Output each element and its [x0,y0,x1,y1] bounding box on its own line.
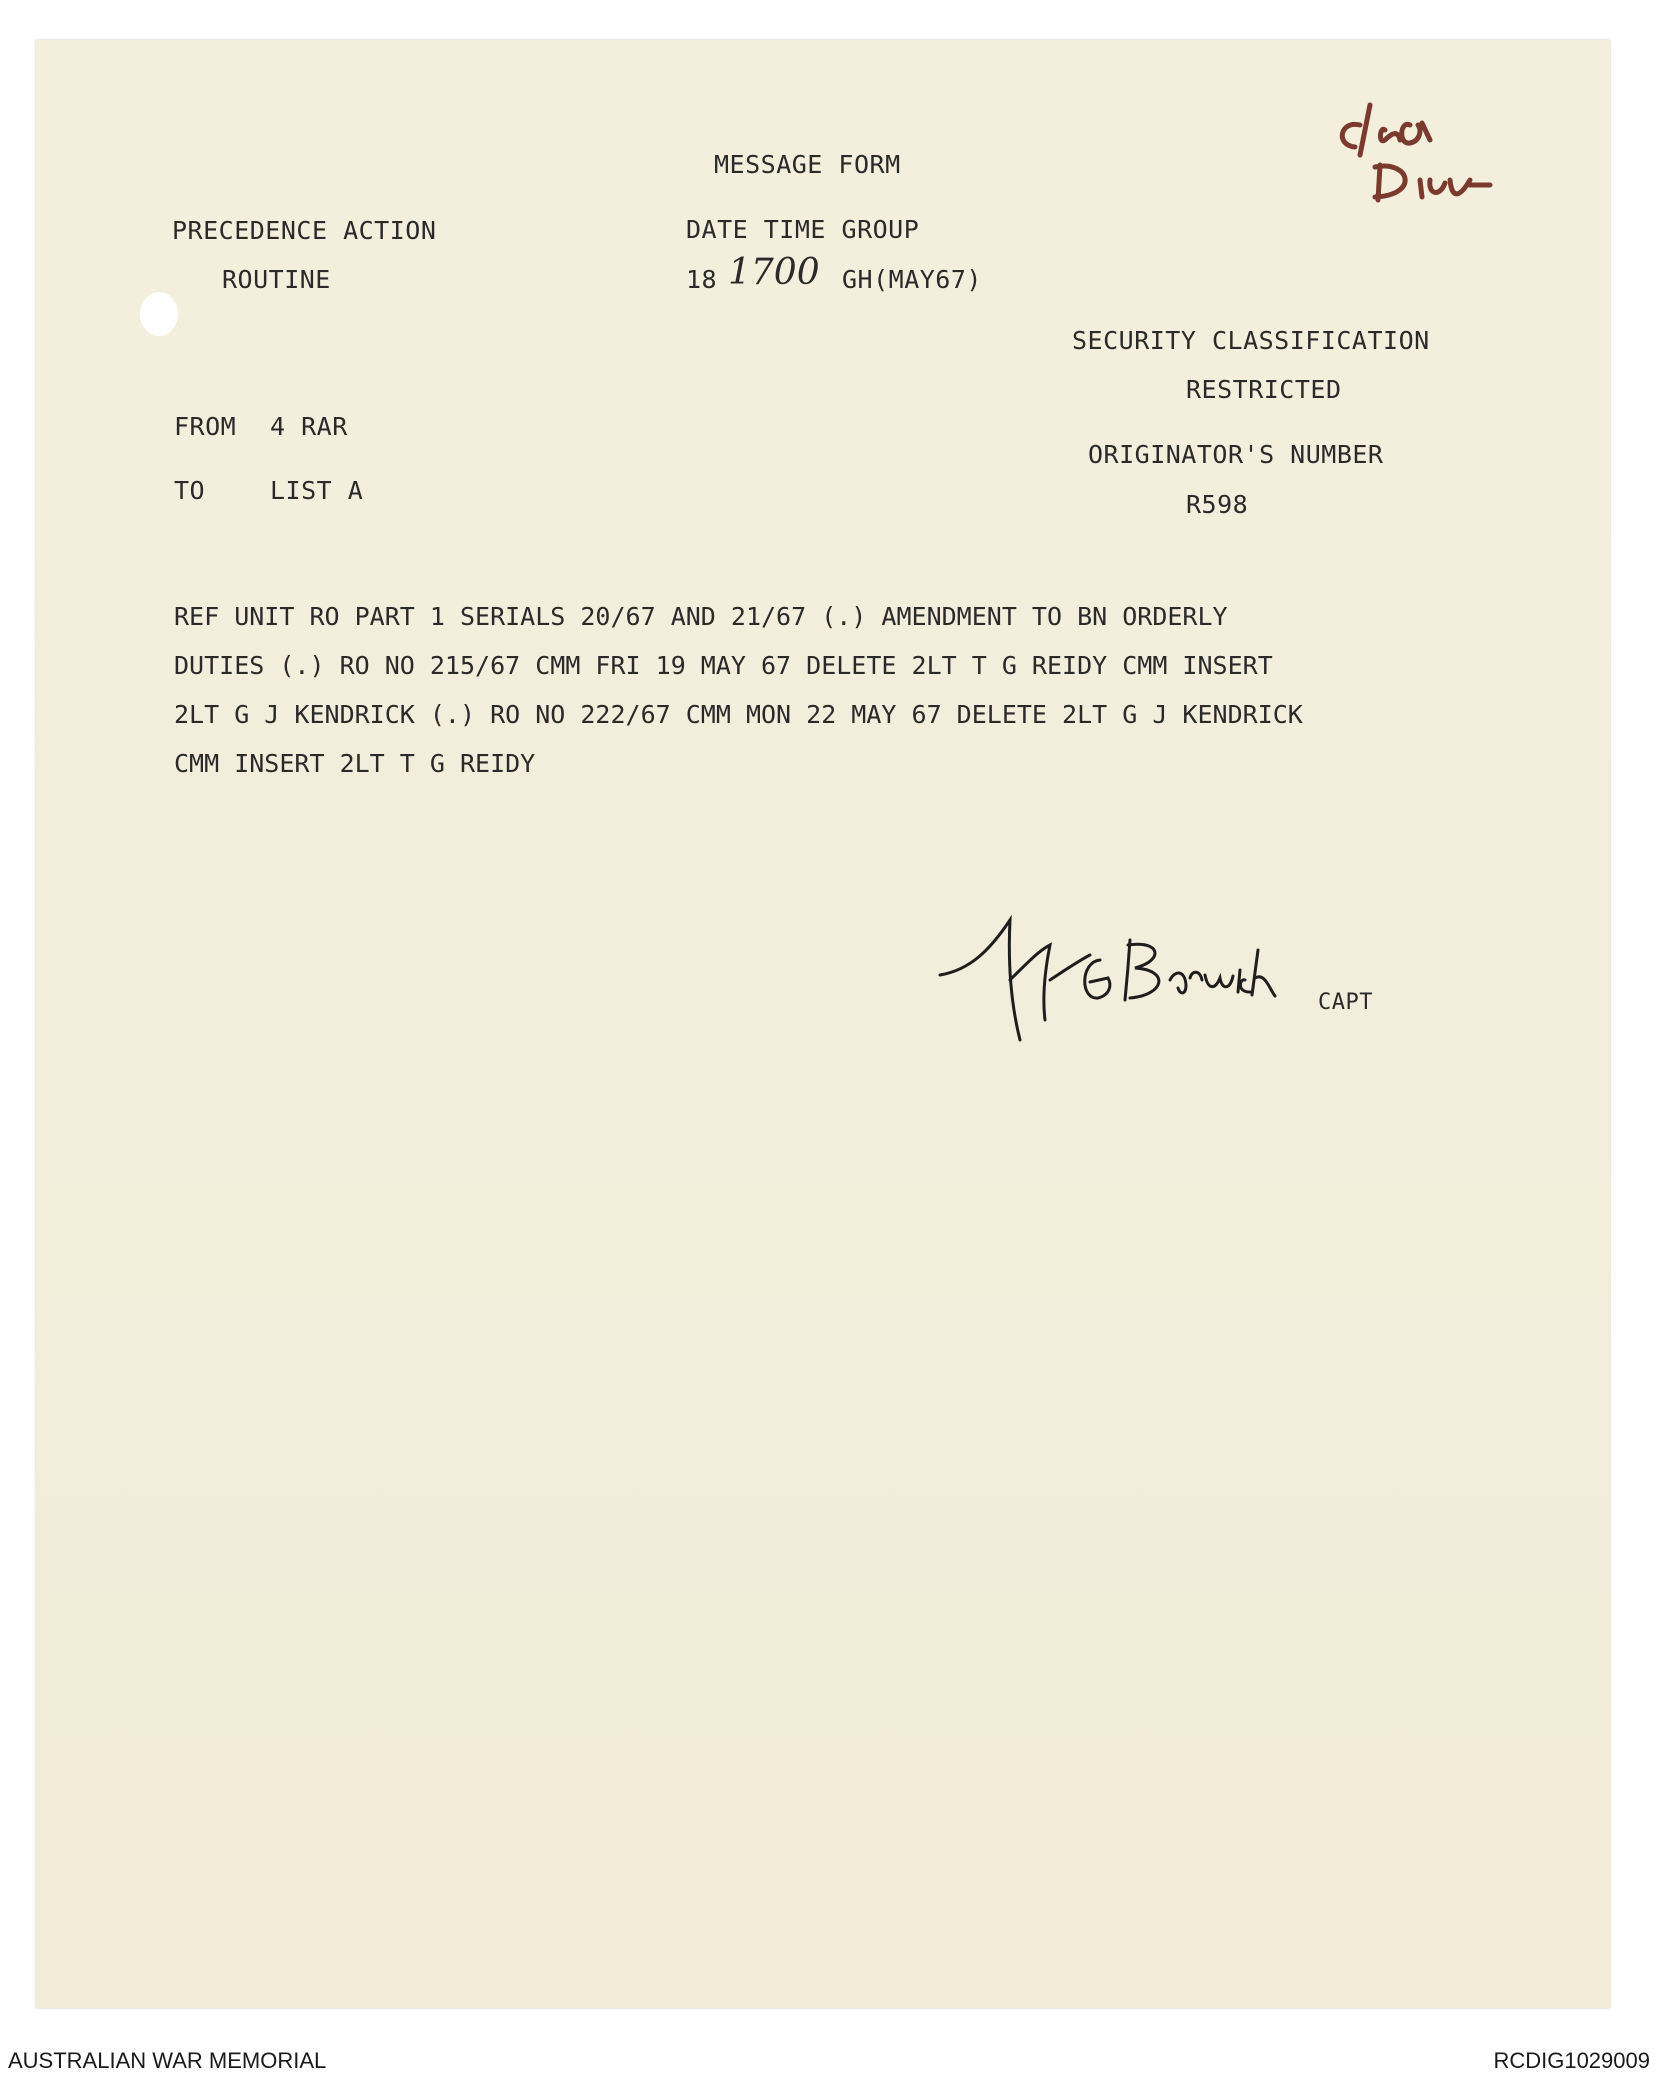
dtg-label: DATE TIME GROUP [686,215,920,244]
from-label: FROM [174,412,237,441]
dtg-suffix: GH(MAY67) [842,265,982,294]
security-value: RESTRICTED [1186,375,1342,404]
precedence-value: ROUTINE [222,265,331,294]
message-line: CMM INSERT 2LT T G REIDY [174,749,536,778]
footer-archive-name: AUSTRALIAN WAR MEMORIAL [8,2048,327,2073]
punch-hole [140,292,178,336]
to-label: TO [174,476,206,505]
signature-drawing [930,900,1310,1050]
message-line: REF UNIT RO PART 1 SERIALS 20/67 AND 21/67 (.) AMENDMENT TO BN ORDERLY [174,602,1228,631]
security-label: SECURITY CLASSIFICATION [1072,326,1430,355]
to-value: LIST A [270,476,364,505]
signature-rank: CAPT [1318,990,1373,1015]
precedence-label: PRECEDENCE ACTION [172,216,437,245]
dtg-day: 18 [686,265,718,294]
form-title: MESSAGE FORM [714,150,901,179]
annotation-drawing [1330,85,1550,205]
footer-record-id: RCDIG1029009 [1493,2048,1650,2073]
from-value: 4 RAR [270,412,348,441]
originator-value: R598 [1186,490,1249,519]
dtg-time-handwritten: 1700 [728,252,820,293]
originator-label: ORIGINATOR'S NUMBER [1088,440,1384,469]
message-line: DUTIES (.) RO NO 215/67 CMM FRI 19 MAY 67 DELETE 2LT T G REIDY CMM INSERT [174,651,1273,680]
message-line: 2LT G J KENDRICK (.) RO NO 222/67 CMM MON 22 MAY 67 DELETE 2LT G J KENDRICK [174,700,1303,729]
